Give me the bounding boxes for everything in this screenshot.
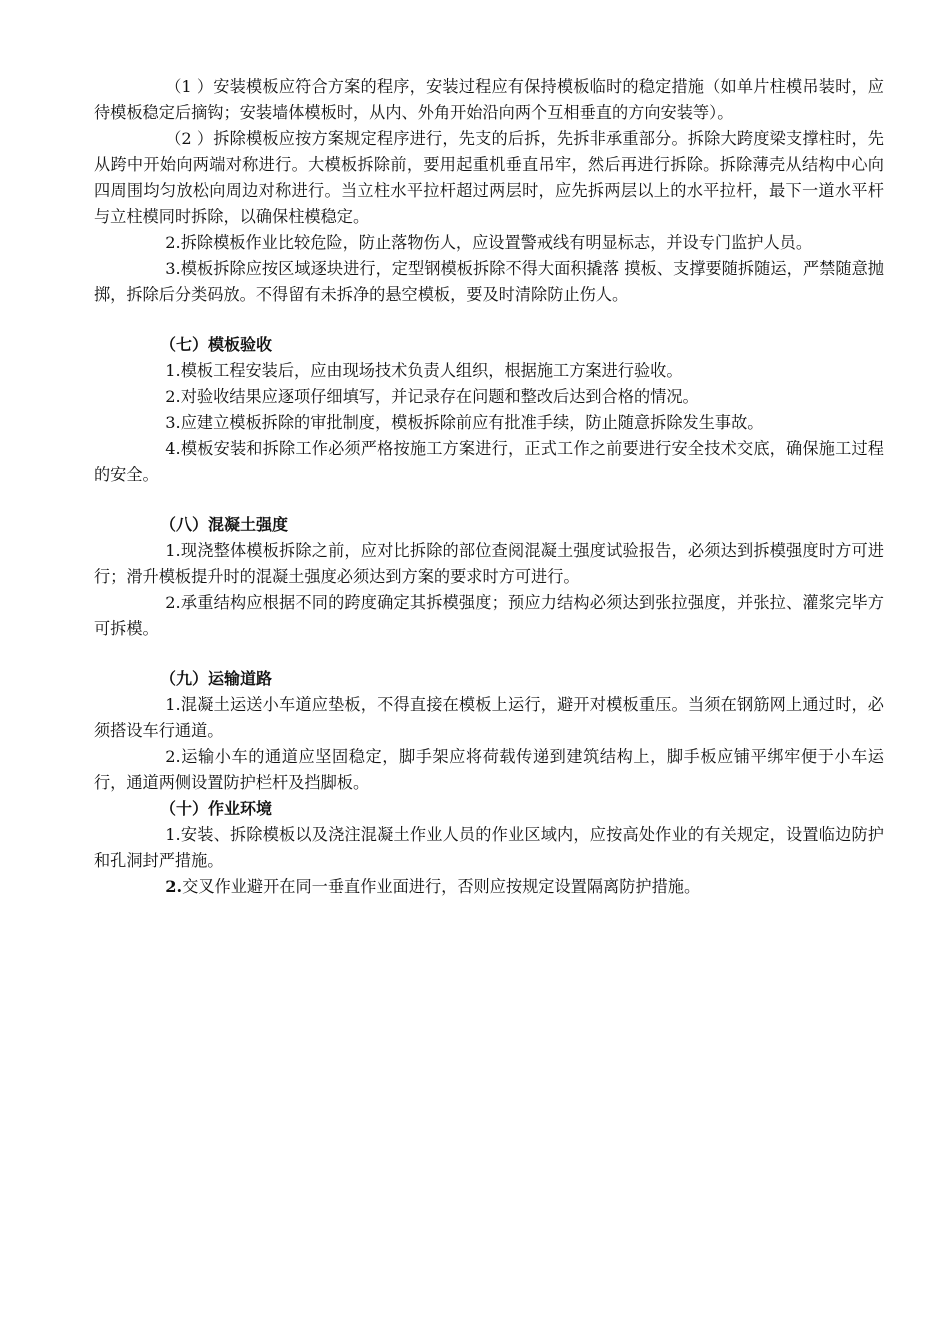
list-item	[94, 590, 884, 642]
paragraph-text: 拆除模板应按方案规定程序进行，先支的后拆，先拆非承重部分。拆除大跨度梁支撑柱时，先从跨中开始向两端对称进行。大模板拆除前，要用起重机垂直吊牢，然后再进行拆除。拆除薄壳从结构中心向四周围均匀放松向周边对称进行。当立柱水平拉杆超过两层时，应先拆两层以上的水平拉杆，最下一道水平杆与立柱模同时拆除，以确保柱模稳定。	[94, 129, 884, 226]
list-item	[94, 384, 884, 410]
paragraph-number: （1 ）	[165, 77, 214, 96]
list-item-number: 2.	[165, 593, 181, 612]
paragraph-number: （2 ）	[165, 129, 214, 148]
list-item	[94, 744, 884, 796]
list-item-text: 模板安装和拆除工作必须严格按施工方案进行，正式工作之前要进行安全技术交底，确保施工过程的安全。	[94, 439, 884, 484]
list-item	[94, 410, 884, 436]
section-heading-work-environment: （十）作业环境	[160, 799, 273, 818]
list-item-number: 1.	[165, 361, 181, 380]
list-item-text: 交叉作业避开在同一垂直作业面进行，否则应按规定设置隔离防护措施。	[182, 877, 701, 896]
paragraph-number: 2.	[165, 233, 181, 252]
list-item	[94, 358, 884, 384]
list-item-text: 安装、拆除模板以及浇注混凝土作业人员的作业区域内，应按高处作业的有关规定，设置临边防护和孔洞封严措施。	[94, 825, 884, 870]
paragraph	[94, 256, 884, 308]
list-item	[94, 874, 884, 900]
list-item-number: 2.	[165, 387, 181, 406]
list-item-text: 应建立模板拆除的审批制度，模板拆除前应有批准手续，防止随意拆除发生事故。	[180, 413, 764, 432]
section-heading-concrete-strength: （八）混凝土强度	[160, 515, 289, 534]
paragraph	[94, 230, 884, 256]
list-item-text: 承重结构应根据不同的跨度确定其拆模强度；预应力结构必须达到张拉强度，并张拉、灌浆完毕方可拆模。	[94, 593, 884, 638]
paragraph	[94, 74, 884, 126]
list-item-number: 1.	[165, 695, 181, 714]
list-item-text: 对验收结果应逐项仔细填写，并记录存在问题和整改后达到合格的情况。	[180, 387, 699, 406]
paragraph-number: 3.	[165, 259, 181, 278]
list-item	[94, 692, 884, 744]
list-item-text: 混凝土运送小车道应垫板，不得直接在模板上运行，避开对模板重压。当须在钢筋网上通过时，必须搭设车行通道。	[94, 695, 884, 740]
paragraph-text: 安装模板应符合方案的程序，安装过程应有保持模板临时的稳定措施（如单片柱模吊装时，应待模板稳定后摘钩；安装墙体模板时，从内、外角开始沿向两个互相垂直的方向安装等）。	[94, 77, 884, 122]
list-item-number: 1.	[165, 541, 181, 560]
document-page	[94, 74, 884, 900]
paragraph	[94, 126, 884, 230]
list-item-number: 4.	[165, 439, 181, 458]
section-heading-transport-road: （九）运输道路	[160, 669, 273, 688]
list-item-text: 现浇整体模板拆除之前，应对比拆除的部位查阅混凝土强度试验报告，必须达到拆模强度时方可进行；滑升模板提升时的混凝土强度必须达到方案的要求时方可进行。	[94, 541, 884, 586]
list-item	[94, 436, 884, 488]
list-item	[94, 538, 884, 590]
list-item-text: 运输小车的通道应坚固稳定，脚手架应将荷载传递到建筑结构上，脚手板应铺平绑牢便于小车运行，通道两侧设置防护栏杆及挡脚板。	[94, 747, 884, 792]
list-item-number: 3.	[165, 413, 181, 432]
section-heading-acceptance: （七）模板验收	[160, 335, 273, 354]
list-item	[94, 822, 884, 874]
list-item-number: 2.	[165, 747, 181, 766]
paragraph-text: 拆除模板作业比较危险，防止落物伤人，应设置警戒线有明显标志，并设专门监护人员。	[180, 233, 813, 252]
paragraph-text: 模板拆除应按区域逐块进行，定型钢模板拆除不得大面积撬落 摸板、支撑要随拆随运，严禁随意抛掷，拆除后分类码放。不得留有未拆净的悬空模板，要及时清除防止伤人。	[94, 259, 884, 304]
list-item-number: 1.	[165, 825, 181, 844]
list-item-number: 2.	[165, 877, 183, 896]
list-item-text: 模板工程安装后，应由现场技术负责人组织，根据施工方案进行验收。	[180, 361, 683, 380]
